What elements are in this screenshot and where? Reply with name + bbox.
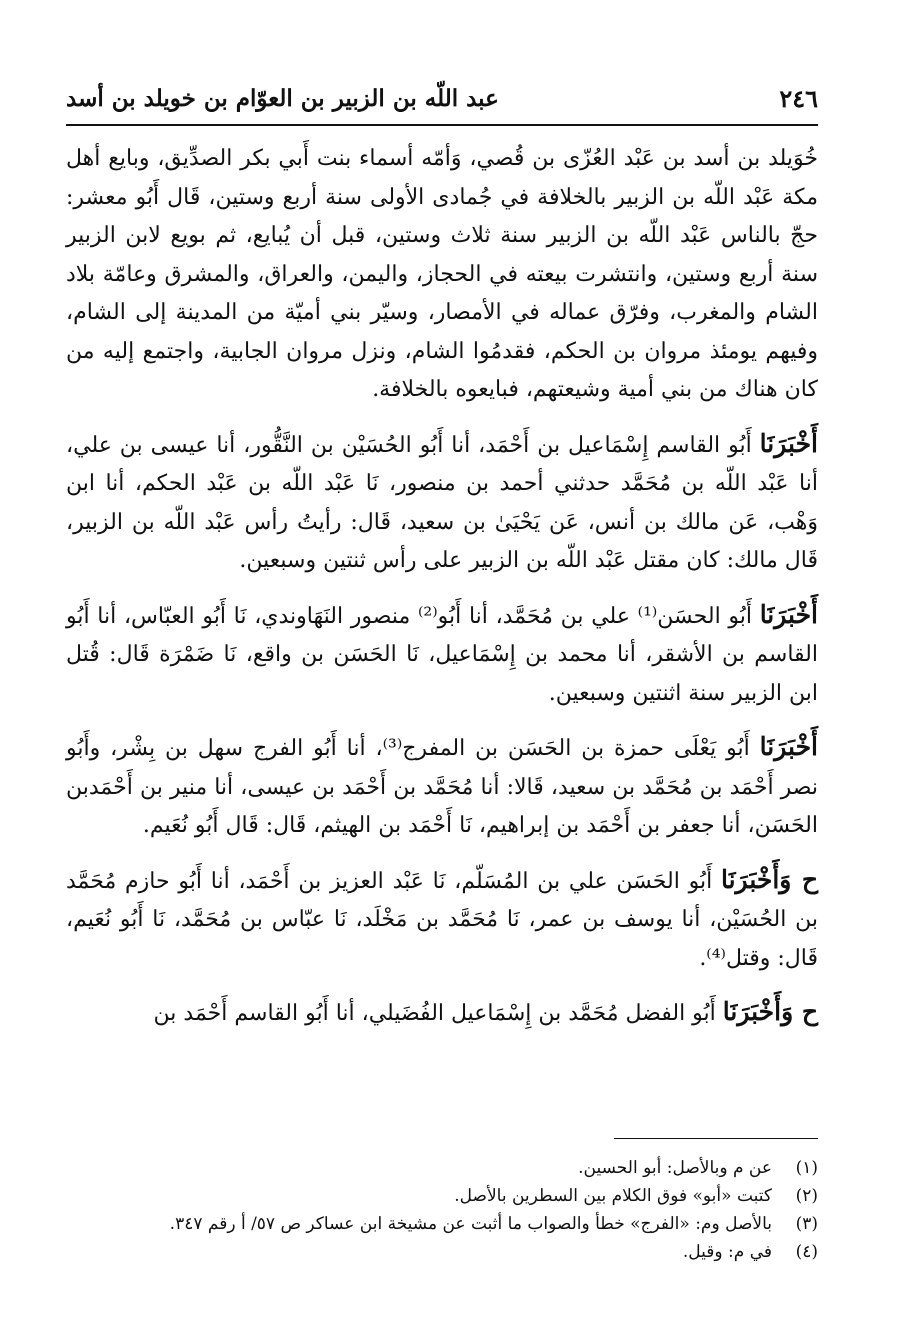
paragraph-text: أَبُو الحَسَن علي بن المُسَلّم، نَا عَبْد العزيز بن أَحْمَد، أنا أَبُو حازم مُحَمَّد بن الحُسَيْن، أنا يوسف بن عمر، نَا مُحَمَّد بن مَخْلَد، نَا عبّاس بن مُحَمَّد، نَا أَبُو نُعَيم، قَال: وقتل⁽⁴⁾. bbox=[66, 868, 818, 971]
paragraph-5 bbox=[66, 861, 818, 979]
paragraph-text: أَبُو يَعْلَى حمزة بن الحَسَن بن المفرج⁽³⁾، أنا أَبُو الفرج سهل بن بِشْر، وأَبُو نصر أَحْمَد بن مُحَمَّد بن سعيد، قَالا: أنا مُحَمَّد بن أَحْمَد بن عيسى، أنا منير بن أَحْمَدبن الحَسَن، أنا جعفر بن أَحْمَد بن إبراهيم، نَا أَحْمَد بن الهيثم، قَال: قَال أَبُو نُعَيم. bbox=[66, 736, 818, 838]
footnote-text: كتبت «أبو» فوق الكلام بين السطرين بالأصل. bbox=[454, 1186, 772, 1206]
isnad-keyword: أَخْبَرَنَا bbox=[759, 599, 819, 629]
page-number: ٢٤٦ bbox=[779, 83, 818, 113]
isnad-keyword: أَخْبَرَنَا bbox=[759, 732, 818, 761]
footnote-text: في م: وقيل. bbox=[682, 1242, 772, 1262]
footnote bbox=[66, 1154, 818, 1182]
footnote bbox=[66, 1238, 818, 1266]
footnote bbox=[66, 1182, 818, 1210]
header-rule bbox=[66, 124, 818, 126]
paragraph-6 bbox=[66, 993, 818, 1034]
footnote-number: (٤) bbox=[795, 1242, 818, 1262]
footnote-rule bbox=[614, 1138, 818, 1139]
footnote-number: (٣) bbox=[795, 1214, 818, 1234]
paragraph-text: خُوَيلد بن أسد بن عَبْد العُزّى بن قُصي، وَأمّه أسماء بنت أَبي بكر الصدِّيق، وبايع أهل مكة عَبْد اللّه بن الزبير بالخلافة في جُمادى الأولى سنة أربع وستين، قَال أَبُو معشر: حجّ بالناس عَبْد اللّه بن الزبير سنة ثلاث وستين، قبل أن يُبايع، ثم بويع لابن الزبير سنة أربع وستين، وانتشرت بيعته في الحجاز، واليمن، والعراق، والمشرق وعامّة بلاد الشام والمغرب، وفرّق عماله في الأمصار، وسيّر بني أميّة من المدينة إلى الشام، وفيهم يومئذ مروان بن الحكم، فقدمُوا الشام، ونزل مروان الجابية، واجتمع إليه من كان هناك من بني أمية وشيعتهم، فبايعوه بالخلافة. bbox=[66, 146, 818, 402]
footnote bbox=[66, 1210, 818, 1238]
footnote-text: عن م وبالأصل: أبو الحسين. bbox=[578, 1158, 772, 1178]
paragraph-3 bbox=[66, 596, 818, 714]
main-text bbox=[66, 140, 818, 1034]
page-header bbox=[66, 78, 818, 118]
isnad-keyword: ح وَأَخْبَرَنَا bbox=[722, 997, 818, 1026]
paragraph-2 bbox=[66, 425, 818, 581]
paragraph-text: أَبُو الفضل مُحَمَّد بن إِسْمَاعيل الفُضَيلي، أنا أَبُو القاسم أَحْمَد بن bbox=[153, 1001, 723, 1026]
running-title: عبد اللّه بن الزبير بن العوّام بن خويلد بن أسد bbox=[66, 84, 499, 112]
isnad-keyword: ح وَأَخْبَرَنَا bbox=[720, 864, 818, 894]
paragraph-4 bbox=[66, 728, 818, 846]
paragraph-text: أَبُو الحسَن⁽¹⁾ علي بن مُحَمَّد، أنا أَبُو⁽²⁾ منصور النَهَاوندي، نَا أَبُو العبّاس، أنا أَبُو القاسم بن الأشقر، أنا محمد بن إِسْمَاعيل، نَا الحَسَن بن واقع، نَا ضَمْرَة قَال: قُتل ابن الزبير سنة اثنتين وسبعين. bbox=[66, 603, 818, 706]
footnote-number: (١) bbox=[795, 1158, 818, 1178]
footnote-number: (٢) bbox=[795, 1186, 818, 1206]
paragraph-1 bbox=[66, 140, 818, 410]
isnad-keyword: أَخْبَرَنَا bbox=[759, 428, 818, 458]
footnotes bbox=[66, 1154, 818, 1266]
paragraph-text: أَبُو القاسم إِسْمَاعيل بن أَحْمَد، أنا أَبُو الحُسَيْن بن النَّقُّور، أنا عيسى بن علي، أنا عَبْد اللّه بن مُحَمَّد حدثني أحمد بن منصور، نَا عَبْد اللّه بن عَبْد الحكم، أنا ابن وَهْب، عَن مالك بن أنس، عَن يَحْيَىٰ بن سعيد، قَال: رأيتُ رأس عَبْد اللّه بن الزبير، قَال مالك: كان مقتل عَبْد اللّه بن الزبير على رأس ثنتين وسبعين. bbox=[66, 432, 818, 573]
footnote-text: بالأصل وم: «الفرج» خطأ والصواب ما أثبت عن مشيخة ابن عساكر ص ٥٧/ أ رقم ٣٤٧. bbox=[169, 1214, 772, 1234]
